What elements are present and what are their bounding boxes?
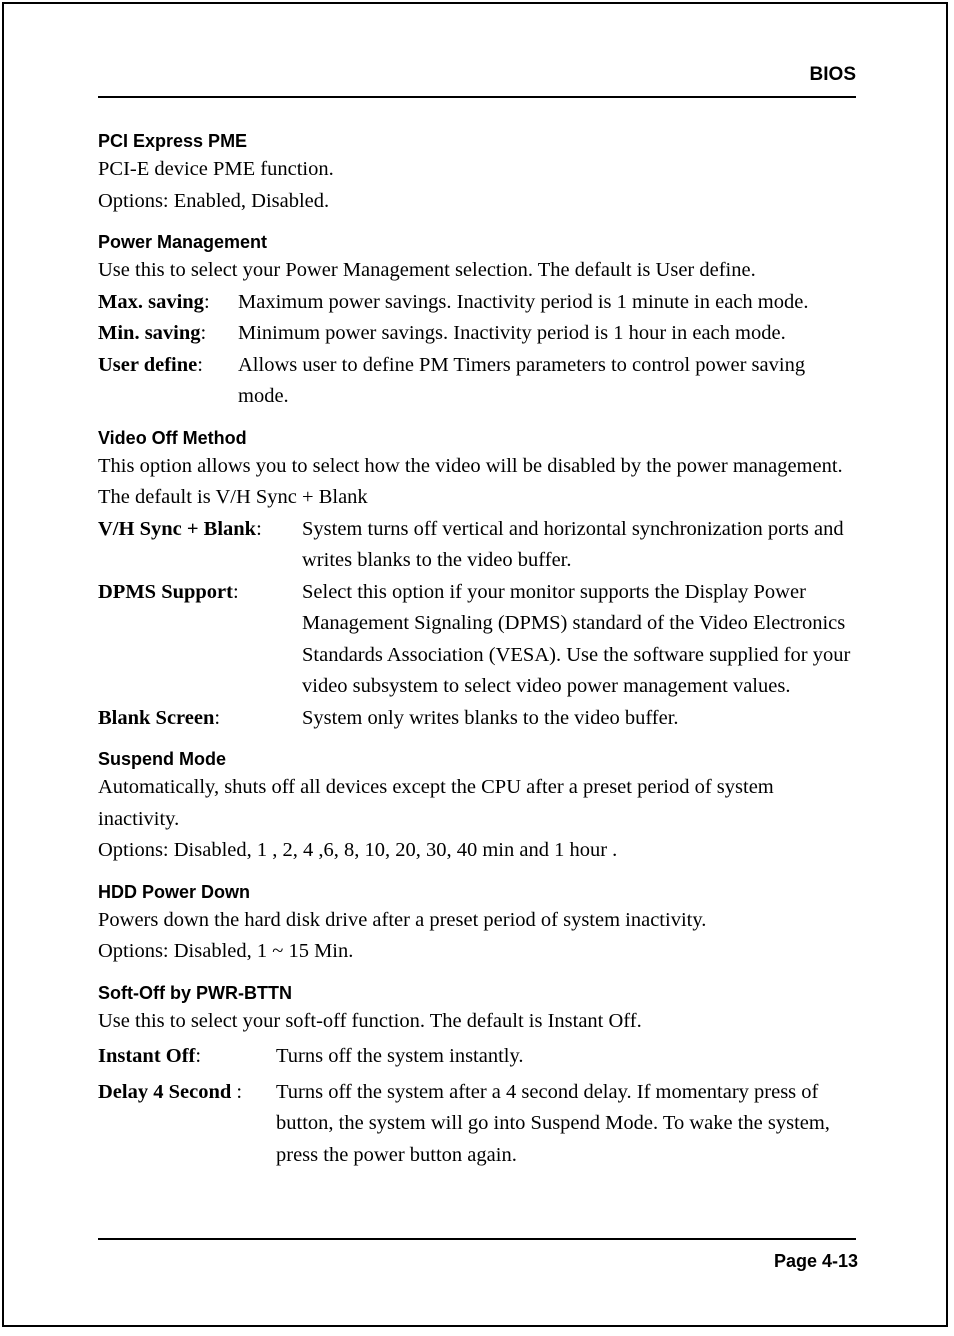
- paragraph: Powers down the hard disk drive after a preset period of system inactivity.: [98, 908, 707, 931]
- footer-rule: [98, 1238, 856, 1240]
- options-line: Options: Enabled, Disabled.: [98, 189, 330, 212]
- definition-item: [98, 577, 856, 703]
- definition-term: Max. saving:: [98, 290, 210, 313]
- definition-item: [98, 1041, 856, 1073]
- section-video-off-method: [98, 425, 856, 735]
- definition-item: [98, 350, 856, 413]
- section-heading: Power Management: [98, 232, 268, 252]
- definition-desc: Turns off the system after a 4 second delay. If momentary press of button, the system will go into Suspend Mode. To wake the system, press the power button again.: [276, 1080, 830, 1166]
- section-heading: Soft-Off by PWR-BTTN: [98, 982, 292, 1003]
- section-power-management: [98, 229, 856, 413]
- definition-item: [98, 287, 856, 319]
- page-number: Page 4-13: [773, 1251, 858, 1271]
- definition-term: Blank Screen:: [98, 706, 221, 729]
- definition-item: [98, 703, 856, 735]
- section-heading: Video Off Method: [98, 427, 247, 448]
- section-heading: Suspend Mode: [98, 749, 227, 769]
- definition-term: Min. saving:: [98, 322, 207, 344]
- definition-desc: System turns off vertical and horizontal synchronization ports and writes blanks to the video buffer.: [302, 517, 844, 571]
- document-body: [98, 128, 856, 1183]
- definition-desc: Select this option if your monitor supports the Display Power Management Signaling (DPMS) standard of the Video Electronics Standards Association (VESA). Use the software supplied for your video subsystem to select video power management values.: [302, 580, 851, 697]
- definition-item: [98, 318, 856, 350]
- options-line: Options: Disabled, 1 ~ 15 Min.: [98, 940, 354, 962]
- definition-desc: Minimum power savings. Inactivity period is 1 hour in each mode.: [238, 322, 786, 344]
- paragraph: Use this to select your soft-off function. The default is Instant Off.: [98, 1009, 642, 1032]
- definition-desc: Maximum power savings. Inactivity period is 1 minute in each mode.: [238, 290, 809, 313]
- paragraph: Automatically, shuts off all devices except the CPU after a preset period of system inactivity.: [98, 776, 774, 830]
- paragraph: PCI-E device PME function.: [98, 158, 334, 180]
- header-title: BIOS: [809, 64, 856, 85]
- section-suspend-mode: [98, 746, 856, 867]
- definition-desc: Turns off the system instantly.: [276, 1045, 524, 1067]
- definition-desc: System only writes blanks to the video buffer.: [302, 706, 679, 729]
- definition-term: Instant Off:: [98, 1045, 202, 1067]
- section-soft-off-by-pwr-bttn: [98, 980, 856, 1172]
- paragraph: This option allows you to select how the video will be disabled by the power management. The default is V/H Sync + Blank: [98, 454, 843, 508]
- section-heading: PCI Express PME: [98, 131, 248, 151]
- definition-term: DPMS Support:: [98, 580, 239, 603]
- section-pci-express-pme: [98, 128, 856, 217]
- section-heading: HDD Power Down: [98, 881, 251, 902]
- definition-term: User define:: [98, 353, 203, 376]
- definition-term: V/H Sync + Blank:: [98, 517, 262, 540]
- definition-term: Delay 4 Second :: [98, 1080, 243, 1103]
- header-rule: [98, 96, 856, 98]
- options-line: Options: Disabled, 1 , 2, 4 ,6, 8, 10, 20, 30, 40 min and 1 hour .: [98, 839, 618, 861]
- definition-item: [98, 1077, 856, 1172]
- definition-desc: Allows user to define PM Timers parameters to control power saving mode.: [238, 353, 806, 407]
- definition-item: [98, 514, 856, 577]
- section-hdd-power-down: [98, 879, 856, 968]
- paragraph: Use this to select your Power Management selection. The default is User define.: [98, 259, 756, 281]
